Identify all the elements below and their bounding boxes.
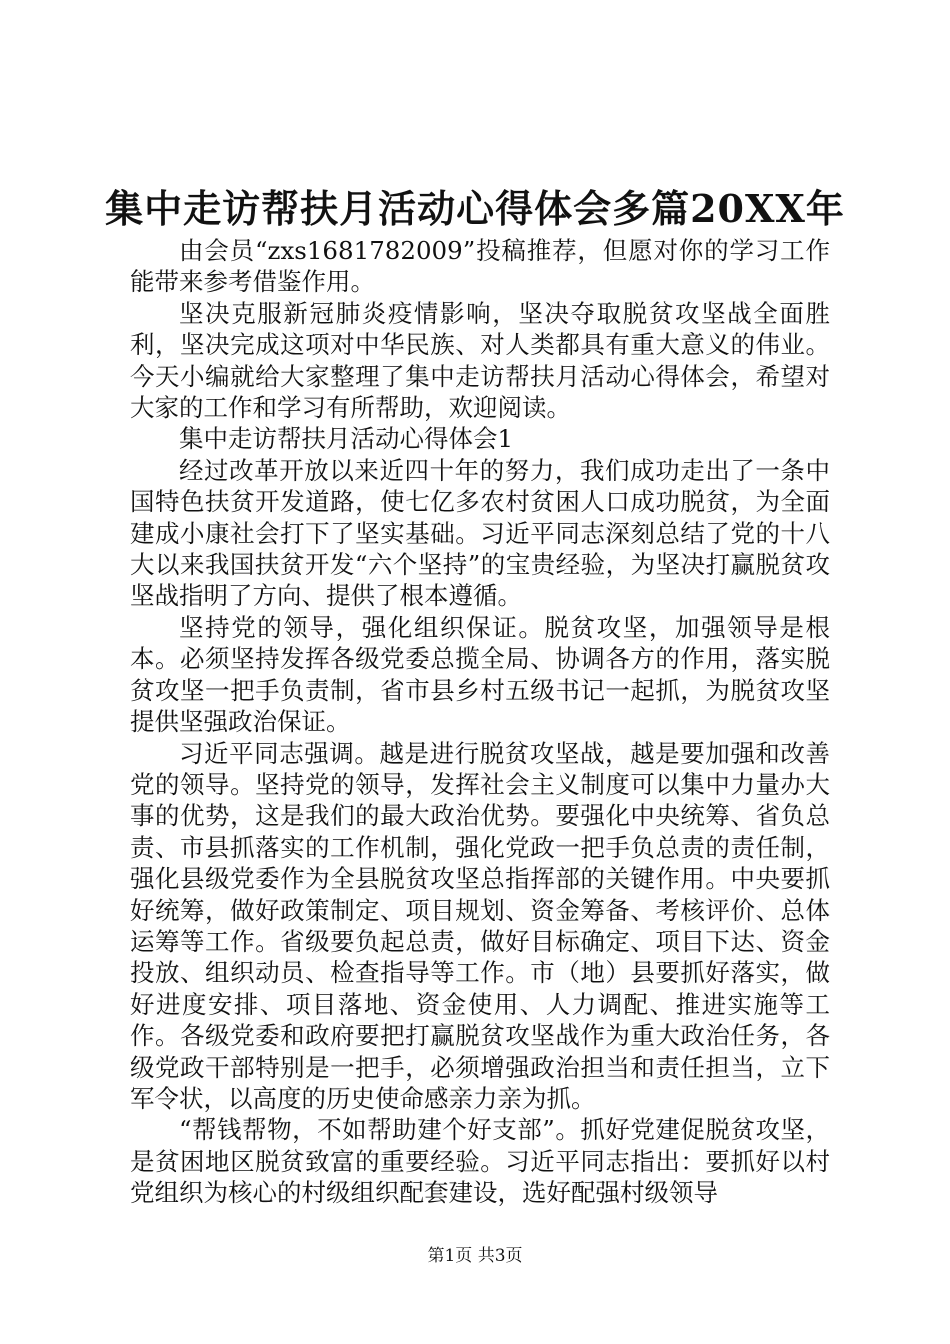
section-heading: 集中走访帮扶月活动心得体会1: [179, 424, 514, 454]
paragraph-intro: 由会员“zxs1681782009”投稿推荐，但愿对你的学习工作能带来参考借鉴作用。: [130, 236, 830, 297]
paragraph: 习近平同志强调。越是进行脱贫攻坚战，越是要加强和改善党的领导。坚持党的领导，发挥社会主义制度可以集中力量办大事的优势，这是我们的最大政治优势。要强化中央统筹、省负总责、市县抓落实的工作机制，强化党政一把手负总责的责任制，强化县级党委作为全县脱贫攻坚总指挥部的关键作用。中央要抓好统筹，做好政策制定、项目规划、资金筹备、考核评价、总体运筹等工作。省级要负起总责，做好目标确定、项目下达、资金投放、组织动员、检查指导等工作。市（地）县要抓好落实，做好进度安排、项目落地、资金使用、人力调配、推进实施等工作。各级党委和政府要把打赢脱贫攻坚战作为重大政治任务，各级党政干部特别是一把手，必须增强政治担当和责任担当，立下军令状，以高度的历史使命感亲力亲为抓。: [130, 738, 830, 1113]
page-footer: 第1页 共3页: [427, 1246, 523, 1266]
document-body: [130, 235, 830, 1209]
document-title: 集中走访帮扶月活动心得体会多篇20XX年: [105, 186, 845, 232]
paragraph: 坚持党的领导，强化组织保证。脱贫攻坚，加强领导是根本。必须坚持发挥各级党委总揽全局、协调各方的作用，落实脱贫攻坚一把手负责制，省市县乡村五级书记一起抓，为脱贫攻坚提供坚强政治保证。: [130, 612, 830, 737]
paragraph: “帮钱帮物，不如帮助建个好支部”。抓好党建促脱贫攻坚，是贫困地区脱贫致富的重要经验。习近平同志指出：要抓好以村党组织为核心的村级组织配套建设，选好配强村级领导: [130, 1115, 830, 1208]
paragraph: 坚决克服新冠肺炎疫情影响，坚决夺取脱贫攻坚战全面胜利，坚决完成这项对中华民族、对人类都具有重大意义的伟业。今天小编就给大家整理了集中走访帮扶月活动心得体会，希望对大家的工作和学习有所帮助，欢迎阅读。: [130, 298, 830, 423]
paragraph: 经过改革开放以来近四十年的努力，我们成功走出了一条中国特色扶贫开发道路，使七亿多农村贫困人口成功脱贫，为全面建成小康社会打下了坚实基础。习近平同志深刻总结了党的十八大以来我国扶贫开发“六个坚持”的宝贵经验，为坚决打赢脱贫攻坚战指明了方向、提供了根本遵循。: [130, 455, 830, 611]
